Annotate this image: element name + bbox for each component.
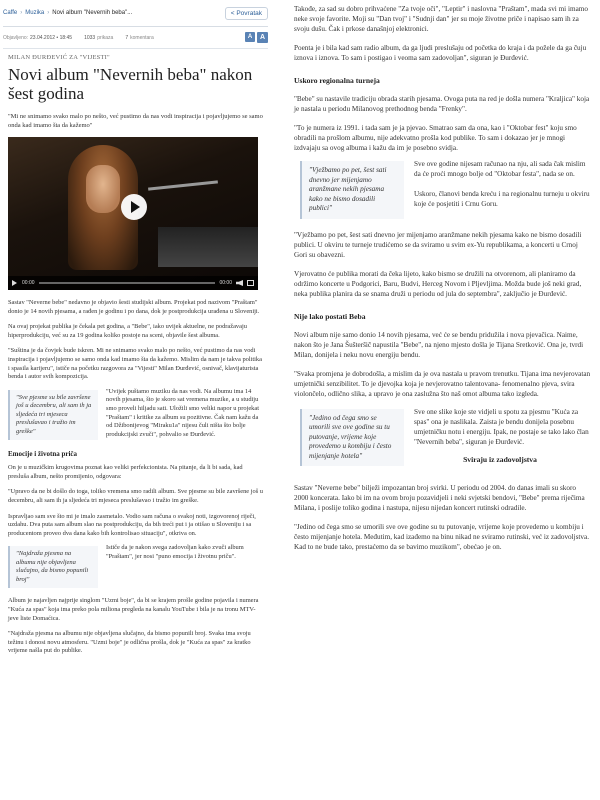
back-button[interactable]: < Povratak xyxy=(225,7,268,20)
video-frame-microphone xyxy=(148,180,218,190)
pull-quote: "Najdraža pjesma na albumu nije objavljena slučajno, da bismo popunili broj" xyxy=(8,546,98,588)
article-title: Novi album "Nevernih beba" nakon šest godina xyxy=(8,65,253,103)
breadcrumb-item-muzika[interactable]: Muzika xyxy=(25,10,45,16)
font-size-controls xyxy=(245,32,268,43)
fullscreen-icon[interactable] xyxy=(247,280,254,286)
article-body-left xyxy=(0,299,271,656)
play-icon[interactable] xyxy=(121,194,147,220)
video-player[interactable] xyxy=(8,137,258,290)
paragraph: "Upravo da ne bi došlo do toga, toliko vremena smo radili album. Sve pjesme su bile završene još u decembru, ali sam ih ja sljedeća tri mjeseca preslušavao i tražio im greške. xyxy=(8,488,263,505)
font-smaller-button[interactable]: A xyxy=(245,32,255,42)
paragraph: "Najdraža pjesma na albumu nije objavljena slučajno, da bismo popunili broj. Svaka ima svoju težinu i donosi novu atmosferu. "Uzmi boje" je odlična prošla, dok je "Kuća za spas" za kratko vrijeme našla put do publike. xyxy=(8,630,251,655)
breadcrumb-item-current: Novi album "Nevernih beba"... xyxy=(52,10,133,16)
top-bar xyxy=(3,0,268,27)
paragraph: Sastav "Neverne bebe" nedavno je objavio šesti studijski album. Projekat pod nazivom "Praštam" donio je 14 novih pjesama, a rađen je godinu i po dana, dok je postprodukcija urađena u Sloveniji. xyxy=(8,299,260,315)
paragraph: Na ovaj projekat publika je čekala pet godina, a "Bebe", iako uvijek aktuelne, ne podražavaju hiperprodukciju, već su za 19 godina koliko postoje na sceni, objavile šest albuma. xyxy=(8,323,247,339)
pull-quote: "Jedino od čega smo se umorili sve ove godine su tu putovanje, vrijeme koje provedemo u kombiju i često mijenjanje hotela" xyxy=(300,409,404,467)
article-body-right xyxy=(288,0,598,552)
paragraph: Vjerovatno će publika morati da čeka lijeto, kako bismo se družili na otvorenom, ali planiramo da održimo koncerte u Podgorici, Baru, Budvi, Herceg Novom i Pljevljima. Možda bude još neki grad, neka publika planira da se snama druži u periodu od jula do septembra", zaključio je Đurđević. xyxy=(294,269,582,298)
article-meta xyxy=(3,27,268,49)
paragraph: "Svaka promjena je dobrodošla, a mislim da je ova nastala u pravom trenutku. Tijana ima nevjerovatan umjetnički senzibilitet. To je djevojka koja je nevjerovatno talentovana- fenomenalno pjeva, svira violončelo, odlično slika, a upravo je ona zaslužna što naš omot albuma tako izgleda. xyxy=(294,369,591,398)
volume-icon[interactable] xyxy=(236,280,243,286)
pull-quote: "Vježbamo po pet, šest sati dnevno jer mijenjamo aranžmane nekih pjesama kako ne bismo dosadili publici" xyxy=(300,161,404,219)
paragraph: "Jedino od čega smo se umorili sve ove godine su tu putovanje, vrijeme koje provedemo u kombiju i često mijenjanje hotela. Međutim, kad izađemo na binu nikad ne sviramo rutinski, već iz zadovoljstva. Kad to ne bude tako, prestaćemo da se bavimo muzikom", obećao je on. xyxy=(294,522,590,551)
section-heading: Emocije i životna priča xyxy=(8,450,78,459)
video-progress-track[interactable] xyxy=(39,282,216,284)
font-larger-button[interactable]: A xyxy=(257,32,268,43)
paragraph: On je u muzičkim krugovima poznat kao veliki perfekcionista. Na pitanje, da li bi sada, kad presluša album, nešto promijenio, odgovara: xyxy=(8,464,243,480)
paragraph-with-pullquote xyxy=(294,159,592,221)
video-time-total: 00:00 xyxy=(219,280,232,286)
published-info xyxy=(3,35,72,41)
paragraph-with-pullquote xyxy=(8,388,265,443)
paragraph: Uskoro, članovi benda kreću i na regionalnu turneju u okviru koje će posjetiti i Crnu Goru. xyxy=(414,190,590,208)
section-heading: Sviraju iz zadovoljstva xyxy=(463,454,537,464)
paragraph: Takođe, za sad su dobro prihvaćene "Za tvoje oči", "Leptir" i naslovna "Praštam", mada svi mi imamo neke svoje favorite. Moji su "Dan tvoj" i "Sudnji dan" jer su moje životne priče i napisao sam ih za svoju dušu. Čak i prkose današnjoj elektronici. xyxy=(294,5,588,33)
section-heading: Uskoro regionalna turneja xyxy=(294,76,380,85)
video-frame-keyboard xyxy=(158,227,258,267)
breadcrumb xyxy=(3,10,132,16)
paragraph: Ističe da je nakon svega zadovoljan kako zvuči album "Praštam", jer nosi "puno emocija i životnu priču". xyxy=(106,544,244,560)
published-label: Objavljeno: xyxy=(3,34,29,41)
comments-info[interactable] xyxy=(125,35,153,41)
paragraph: "Suština je da čovjek bude iskren. Mi ne snimamo svako malo po nešto, već pustimo da nas vodi inspiracija i pojavljujemo se samo onda kad imamo šta da kažemo. Mislim da nam je takva politika i spasila karijeru", ističe na početku razgovora za "Vijesti" Milan Đurđević, osnivač, klavijaturista benda i autor svih kompozicija. xyxy=(8,347,262,381)
paragraph: Sastav "Neverne bebe" bilježi impozantan broj svirki. U periodu od 2004. do danas imali su skoro 2000 koncerata. Iako bi im na ovom broju pozavidjeli i neki svjetski bendovi, "Bebe" prema riječima Milana, i poslije toliko godina i nastupa, nijesu nijedan koncert rutinski odradile. xyxy=(294,483,585,512)
comments-label[interactable]: komentara xyxy=(130,34,154,41)
article-left-column xyxy=(0,0,271,800)
paragraph: "Vježbamo po pet, šest sati dnevno jer mijenjamo aranžmane nekih pjesama kako ne bismo dosadili publici. U okviru te turneje trudićemo se da sviramo u svim ex-Yu republikama, a koncerti u Crnoj Gori su obavezni. xyxy=(294,230,582,259)
views-info xyxy=(84,35,113,41)
article-author: MILAN ĐURĐEVIĆ ZA "VIJESTI" xyxy=(8,54,110,61)
video-controls xyxy=(8,276,258,290)
paragraph: "To je numera iz 1991. i tada sam je ja pjevao. Smatrao sam da ona, kao i "Oktobar fest" koju smo obradili na prošlom albumu, nije adekvatno prošla kod publike. To sam i dokazao jer je mnogi izdvajaju sa ovog albuma i kažu da im je posebno svidja. xyxy=(294,124,577,152)
paragraph: Sve ove godine nijesam računao na nju, ali sada čak mislim da će proći mnogo bolje od "Oktobar festa", nada se on. xyxy=(414,160,586,178)
views-label: prikaza xyxy=(97,34,114,41)
breadcrumb-separator: › xyxy=(47,10,50,16)
breadcrumb-separator: › xyxy=(20,10,23,16)
video-time-current: 00:00 xyxy=(22,280,35,286)
breadcrumb-item-caffe[interactable]: Caffe xyxy=(3,10,18,16)
paragraph-with-pullquote xyxy=(294,407,592,474)
play-pause-icon[interactable] xyxy=(12,280,18,286)
section-heading: Nije lako postati Beba xyxy=(294,311,366,321)
article-lead: "Mi ne snimamo svako malo po nešto, već pustimo da nas vodi inspiracija i pojavljujemo se samo onda kad imamo šta da kažemo" xyxy=(8,113,263,129)
paragraph: Ispravljao sam sve što mi je imalo zasmetalo. Vodio sam računa o svakoj noti, izgovorenoj riječi, uzdahu. Dva puta sam album slao na postprodukciju, da bih treći put i ja otišao u Sloveniju i sa producentom proveo dva dana kako bih kontrolisao situaciju", otkriva on. xyxy=(8,512,256,537)
paragraph: Novi album nije samo donio 14 novih pjesama, već će se bendu pridužila i nova pjevačica. Naime, nakon što je Jana Šušteršič napustila "Bebe", na njeno mjesto došla je Tijana Sretković. Ona je, tvrdi Milan, donijela i neku novu energiju bendu. xyxy=(294,330,584,359)
video-frame-face xyxy=(86,165,120,213)
published-value: 23.04.2012 • 18:45 xyxy=(30,34,73,41)
views-count: 1033 xyxy=(84,34,96,41)
comments-count[interactable]: 7 xyxy=(125,34,129,41)
pull-quote: "Sve pjesme su bile završene još u decembru, ali sam ih ja sljedeća tri mjeseca preslušavao i tražio im greške" xyxy=(8,390,98,441)
paragraph: "Uvijek puštamo muziku da nas vodi. Na albumu ima 14 novih pjesama, što je skoro sat vremena muzike, a u studiju smo proveli hiljadu sati. Uložili smo veliki napor u projekat "Praštam" i kritike za album su pozitivne. Čak nam kažu da od Džibonijevog "Miraku1a" nijesu čuli ništa što bolje produkcijski zvuči", pohvalio se Đurđević. xyxy=(106,387,259,438)
article-right-column xyxy=(288,0,598,800)
paragraph: Album je najavljen najprije singlom "Uzmi boje", da bi se krajem prošle godine pojavila i numera "Kuća za spas" koja ima preko pola miliona pregleda na kanalu YouTube i bila je na tronu MTV-jeve liste Domaćica. xyxy=(8,597,259,622)
paragraph: Poenta je i bila kad sam radio album, da ga ljudi preslušaju od početka do kraja i da požele da ga čuju iznova i iznova. To sam i postigao i veoma sam zadovoljan", siguran je Đurđević. xyxy=(294,44,587,62)
paragraph: "Bebe" su nastavile tradiciju obrada starih pjesama. Ovoga puta na red je došla numera "Kraljica" koja je nastala u periodu Milanovog prethodnog benda "Frenky". xyxy=(294,95,590,113)
paragraph: Sve one slike koje ste vidjeli u spotu za pjesmu "Kuća za spas" ona je naslikala. Zaista je bendu donijela posebnu umjetničku notu i energiju. Ipak, ne postaje se tako lako član "Nevernih beba", siguran je Đurđević. xyxy=(414,407,589,446)
paragraph-with-pullquote xyxy=(8,544,265,590)
